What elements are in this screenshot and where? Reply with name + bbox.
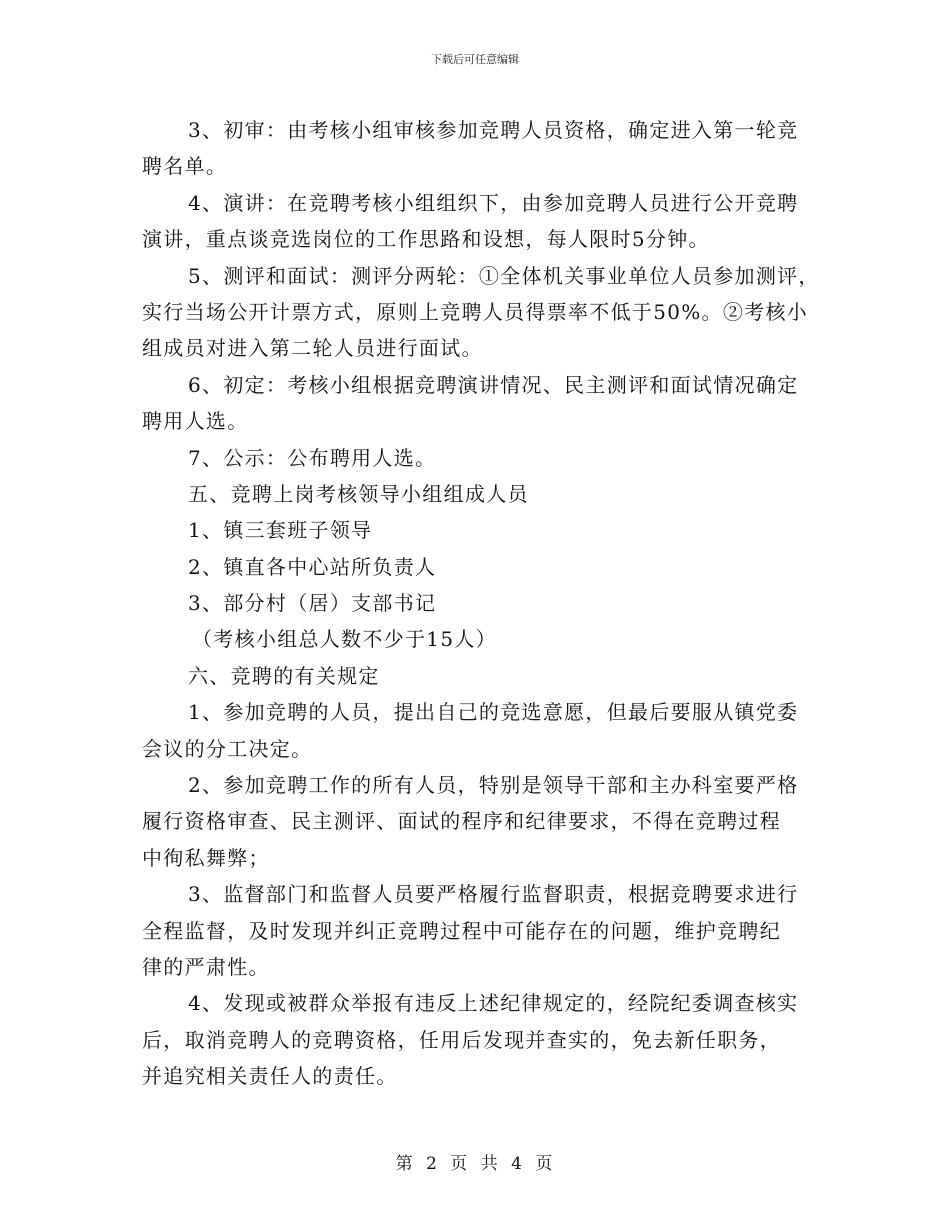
paragraph-line: 1、参加竞聘的人员，提出自己的竞选意愿，但最后要服从镇党委 — [188, 700, 799, 725]
section-heading: 六、竞聘的有关规定 — [188, 663, 380, 688]
paragraph-line: 全程监督，及时发现并纠正竞聘过程中可能存在的问题，维护竞聘纪 — [142, 918, 781, 943]
paragraph-line: 7、公示：公布聘用人选。 — [188, 445, 437, 470]
list-item: 3、部分村（居）支部书记 — [188, 591, 437, 616]
paragraph-line: 聘用人选。 — [142, 409, 249, 434]
paragraph-line: 6、初定：考核小组根据竞聘演讲情况、民主测评和面试情况确定 — [188, 372, 799, 397]
paragraph-line: 律的严肃性。 — [142, 954, 270, 979]
document-body — [142, 112, 822, 1095]
paragraph-line: 聘名单。 — [142, 154, 228, 179]
paragraph-line: 履行资格审查、民主测评、面试的程序和纪律要求，不得在竞聘过程 — [142, 809, 781, 834]
paragraph-line: 会议的分工决定。 — [142, 736, 313, 761]
list-item: 2、镇直各中心站所负责人 — [188, 554, 437, 579]
paragraph-line: 2、参加竞聘工作的所有人员，特别是领导干部和主办科室要严格 — [188, 773, 799, 798]
page-header: 下载后可任意编辑 — [431, 53, 519, 66]
paragraph-line: 组成员对进入第二轮人员进行面试。 — [142, 336, 483, 361]
paragraph-line: 3、监督部门和监督人员要严格履行监督职责，根据竞聘要求进行 — [188, 882, 799, 907]
paragraph-line: 中徇私舞弊； — [142, 845, 270, 870]
note-line: （考核小组总人数不少于15人） — [192, 627, 497, 652]
paragraph-line: 实行当场公开计票方式，原则上竞聘人员得票率不低于50%。②考核小 — [142, 299, 809, 324]
paragraph-line: 5、测评和面试：测评分两轮：①全体机关事业单位人员参加测评， — [188, 263, 820, 288]
paragraph-line: 4、发现或被群众举报有违反上述纪律规定的，经院纪委调查核实 — [188, 991, 799, 1016]
paragraph-line: 演讲，重点谈竞选岗位的工作思路和设想，每人限时5分钟。 — [142, 227, 710, 252]
page-number: 第 2 页 共 4 页 — [395, 1154, 555, 1174]
paragraph-line: 3、初审：由考核小组审核参加竞聘人员资格，确定进入第一轮竞 — [188, 118, 799, 142]
paragraph-line: 后，取消竞聘人的竞聘资格，任用后发现并查实的，免去新任职务， — [142, 1027, 781, 1052]
section-heading: 五、竞聘上岗考核领导小组组成人员 — [188, 481, 529, 506]
paragraph-line: 并追究相关责任人的责任。 — [142, 1064, 398, 1089]
list-item: 1、镇三套班子领导 — [188, 518, 373, 543]
paragraph-line: 4、演讲：在竞聘考核小组组织下，由参加竞聘人员进行公开竞聘 — [188, 190, 799, 215]
